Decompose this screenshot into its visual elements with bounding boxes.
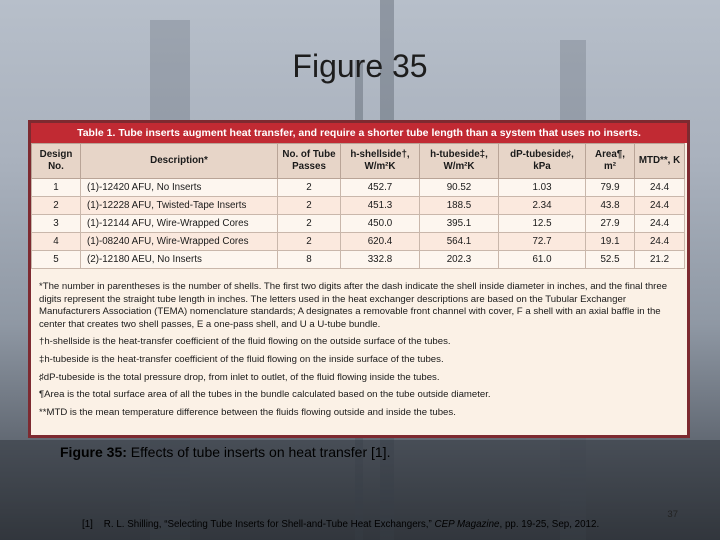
slide-title: Figure 35 [292,48,428,84]
reference [82,519,599,530]
reference-marker: [1] [82,519,93,530]
table-cell: 620.4 [341,233,420,251]
table-cell: 79.9 [586,179,635,197]
reference-text: R. L. Shilling, “Selecting Tube Inserts for Shell-and-Tube Heat Exchangers,” [103,519,435,530]
table-header-row [32,144,685,179]
footnote-mtd: **MTD is the mean temperature difference between the fluids flowing outside and inside the tubes. [39,406,456,418]
table-cell: 21.2 [635,251,685,269]
table-cell: 564.1 [420,233,499,251]
table-cell: 72.7 [499,233,586,251]
table-cell: 24.4 [635,233,685,251]
table-footnotes [39,281,675,424]
table-cell: 27.9 [586,215,635,233]
column-header: MTD**, K [635,144,685,179]
table-cell: 24.4 [635,197,685,215]
table-cell: 52.5 [586,251,635,269]
table-cell: 202.3 [420,251,499,269]
table-cell: 24.4 [635,179,685,197]
table-cell: 5 [32,251,81,269]
table-cell: 2.34 [499,197,586,215]
data-table [31,143,685,269]
table-cell: 2 [278,233,341,251]
footnote-area: ¶Area is the total surface area of all the tubes in the bundle calculated based on the tube outside diameter. [39,389,491,401]
column-header: No. of Tube Passes [278,144,341,179]
column-header: h-shellside†, W/m²K [341,144,420,179]
table-cell: 452.7 [341,179,420,197]
footnote-h-shellside: †h-shellside is the heat-transfer coefficient of the fluid flowing on the outside surface of the tubes. [39,336,451,348]
table-figure [28,120,690,438]
footnote-description: *The number in parentheses is the number of shells. The first two digits after the dash indicate the shell inside diameter in inches, and the final three digits represent the straight tube length in inches. The letters used in the heat exchanger descriptions are based on the Tubular Exchanger Manufacturers Association (TEMA) nomenclature standards; A designates a removable front channel with cover, F a shell with an axial baffle in the center that creates two shell passes, E a one-pass shell, and U a U-tube bundle. [39,281,668,330]
table-cell: 3 [32,215,81,233]
table-row [32,179,685,197]
table-row [32,215,685,233]
column-header: dP-tubeside♯, kPa [499,144,586,179]
footnote-h-tubeside: ‡h-tubeside is the heat-transfer coefficient of the fluid flowing on the inside surface of the tubes. [39,353,444,365]
table-cell: 1 [32,179,81,197]
table-cell: 2 [32,197,81,215]
table-cell: (1)-12228 AFU, Twisted-Tape Inserts [81,197,278,215]
table-cell: 2 [278,197,341,215]
table-panel [31,123,687,435]
table-cell: 90.52 [420,179,499,197]
table-cell: (2)-12180 AEU, No Inserts [81,251,278,269]
table-row [32,233,685,251]
caption-text: Effects of tube inserts on heat transfer [1]. [126,444,391,460]
table-cell: 451.3 [341,197,420,215]
table-cell: 188.5 [420,197,499,215]
column-header: h-tubeside‡, W/m²K [420,144,499,179]
table-cell: 24.4 [635,215,685,233]
table-cell: 12.5 [499,215,586,233]
caption-label: Figure 35: [60,444,127,460]
column-header: Design No. [32,144,81,179]
footnote-dp-tubeside: ♯dP-tubeside is the total pressure drop, from inlet to outlet, of the fluid flowing inside the tubes. [39,371,440,383]
table-cell: 2 [278,215,341,233]
table-cell: 8 [278,251,341,269]
table-cell: 395.1 [420,215,499,233]
table-cell: 2 [278,179,341,197]
table-row [32,251,685,269]
table-cell: 332.8 [341,251,420,269]
reference-journal: CEP Magazine [434,519,500,530]
page-number: 37 [667,509,678,520]
column-header: Area¶, m² [586,144,635,179]
table-cell: 4 [32,233,81,251]
table-cell: 61.0 [499,251,586,269]
table-cell: 19.1 [586,233,635,251]
table-cell: 450.0 [341,215,420,233]
table-header: Table 1. Tube inserts augment heat transfer, and require a shorter tube length than a system that uses no inserts. [31,123,687,143]
figure-caption [60,444,390,460]
table-cell: 43.8 [586,197,635,215]
table-cell: (1)-12144 AFU, Wire-Wrapped Cores [81,215,278,233]
table-row [32,197,685,215]
reference-pages: , pp. 19-25, Sep, 2012. [499,519,600,530]
column-header: Description* [81,144,278,179]
table-cell: (1)-08240 AFU, Wire-Wrapped Cores [81,233,278,251]
table-cell: (1)-12420 AFU, No Inserts [81,179,278,197]
table-cell: 1.03 [499,179,586,197]
